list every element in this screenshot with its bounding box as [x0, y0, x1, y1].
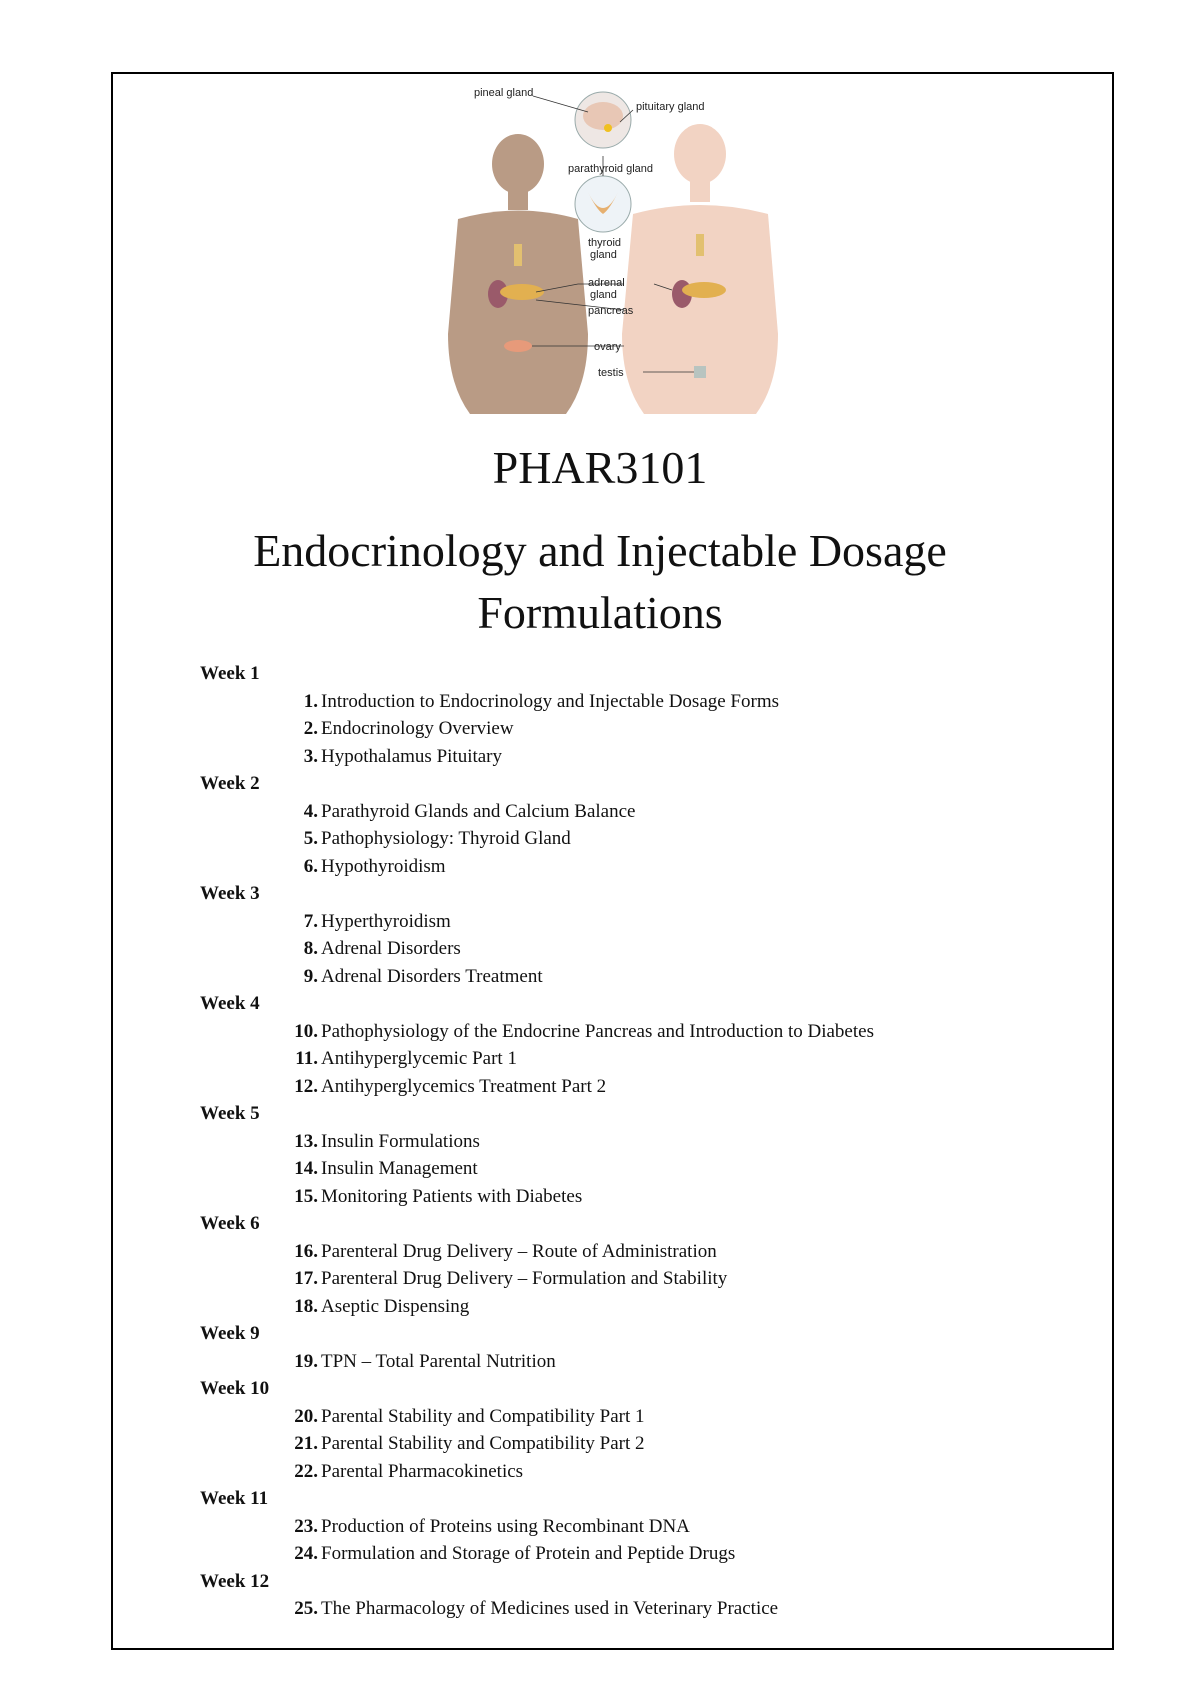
lecture-item [200, 1540, 1080, 1568]
lecture-title: TPN – Total Parental Nutrition [321, 1350, 556, 1372]
lecture-title: Insulin Management [321, 1158, 478, 1179]
lecture-number: 13. [294, 1130, 318, 1152]
lecture-item [200, 1238, 1080, 1266]
lecture-title: Introduction to Endocrinology and Injectable Dosage Forms [321, 690, 780, 712]
lecture-number: 5. [303, 828, 318, 849]
label-pancreas: pancreas [588, 305, 634, 317]
thyroid-inset [575, 176, 631, 232]
lecture-number: 20. [294, 1405, 318, 1427]
lecture-number: 11. [295, 1048, 318, 1069]
lecture-title: Parental Pharmacokinetics [321, 1460, 524, 1482]
lecture-item [200, 1595, 1080, 1623]
endocrine-system-diagram [438, 84, 788, 414]
lecture-title: Hypothalamus Pituitary [321, 745, 503, 767]
lecture-item [200, 1265, 1080, 1293]
label-testis: testis [598, 367, 624, 379]
lecture-item [200, 1018, 1080, 1046]
week-heading: Week 11 [200, 1488, 269, 1509]
lecture-number: 3. [303, 745, 318, 767]
course-code: PHAR3101 [492, 442, 708, 493]
week-heading: Week 12 [200, 1570, 270, 1592]
lecture-title: The Pharmacology of Medicines used in Veterinary Practice [321, 1598, 779, 1619]
lecture-item [200, 688, 1080, 716]
lecture-number: 14. [294, 1158, 318, 1179]
lecture-number: 6. [303, 855, 318, 877]
lecture-title: Production of Proteins using Recombinant DNA [321, 1515, 690, 1537]
lecture-title: Insulin Formulations [321, 1130, 480, 1152]
lecture-item [200, 908, 1080, 936]
week-heading: Week 5 [200, 1103, 260, 1124]
ovary-shape [504, 340, 532, 352]
lecture-number: 23. [294, 1515, 318, 1537]
lecture-title: Hypothyroidism [321, 855, 446, 877]
label-ovary: ovary [594, 341, 621, 353]
lecture-item [200, 853, 1080, 881]
lecture-item [200, 715, 1080, 743]
week-heading: Week 2 [200, 773, 260, 794]
lecture-title: Pathophysiology of the Endocrine Pancreas and Introduction to Diabetes [321, 1020, 874, 1042]
lecture-number: 9. [303, 965, 318, 987]
lecture-schedule [200, 660, 1080, 1623]
lecture-item [200, 1430, 1080, 1458]
lecture-item [200, 798, 1080, 826]
lecture-title: Antihyperglycemics Treatment Part 2 [321, 1075, 607, 1097]
label-thyroid-1: thyroid [588, 237, 622, 249]
label-parathyroid-gland: parathyroid gland [568, 163, 654, 175]
lecture-item [200, 743, 1080, 771]
lecture-item [200, 825, 1080, 853]
lecture-number: 16. [294, 1240, 318, 1262]
lecture-item [200, 963, 1080, 991]
label-adrenal-1: adrenal [588, 277, 625, 289]
lecture-item [200, 1458, 1080, 1486]
lecture-title: Aseptic Dispensing [321, 1295, 470, 1317]
week-heading: Week 3 [200, 883, 260, 904]
lecture-title: Antihyperglycemic Part 1 [321, 1048, 517, 1069]
lecture-number: 17. [294, 1268, 318, 1289]
lecture-number: 2. [303, 718, 318, 739]
lecture-item [200, 935, 1080, 963]
lecture-item [200, 1348, 1080, 1376]
lecture-title: Adrenal Disorders [321, 938, 461, 959]
lecture-title: Adrenal Disorders Treatment [321, 965, 543, 987]
lecture-item [200, 1045, 1080, 1073]
lecture-title: Formulation and Storage of Protein and Peptide Drugs [321, 1543, 736, 1564]
lecture-number: 1. [303, 690, 318, 712]
testis-shape [694, 366, 706, 378]
lecture-number: 4. [303, 800, 318, 822]
lecture-item [200, 1403, 1080, 1431]
week-heading: Week 9 [200, 1323, 260, 1344]
lecture-number: 21. [294, 1433, 318, 1454]
week-heading: Week 4 [200, 993, 260, 1014]
lecture-item [200, 1073, 1080, 1101]
female-body-figure [448, 134, 588, 414]
lecture-item [200, 1513, 1080, 1541]
label-pineal-gland: pineal gland [474, 87, 534, 99]
lecture-number: 7. [303, 910, 318, 932]
lecture-number: 8. [303, 938, 318, 959]
week-heading: Week 10 [200, 1378, 270, 1399]
lecture-title: Parental Stability and Compatibility Part 1 [321, 1405, 645, 1427]
lecture-number: 24. [294, 1543, 318, 1564]
lecture-title: Monitoring Patients with Diabetes [321, 1185, 583, 1207]
lecture-title: Parenteral Drug Delivery – Route of Administration [321, 1240, 717, 1262]
lecture-title: Hyperthyroidism [321, 910, 451, 932]
lecture-number: 18. [294, 1295, 318, 1317]
lecture-number: 22. [294, 1460, 318, 1482]
label-thyroid-2: gland [590, 249, 617, 261]
lecture-item [200, 1155, 1080, 1183]
lecture-number: 25. [294, 1598, 318, 1619]
lecture-title: Parenteral Drug Delivery – Formulation and Stability [321, 1268, 728, 1289]
lecture-title: Parental Stability and Compatibility Part 2 [321, 1433, 645, 1454]
lecture-number: 10. [294, 1020, 318, 1042]
week-heading: Week 6 [200, 1213, 260, 1234]
right-pancreas [682, 282, 726, 298]
lecture-title: Endocrinology Overview [321, 718, 514, 739]
lecture-item [200, 1183, 1080, 1211]
lecture-title: Pathophysiology: Thyroid Gland [321, 828, 571, 849]
label-adrenal-2: gland [590, 289, 617, 301]
lecture-item [200, 1128, 1080, 1156]
lecture-title: Parathyroid Glands and Calcium Balance [321, 800, 636, 822]
lecture-item [200, 1293, 1080, 1321]
week-heading: Week 1 [200, 663, 260, 684]
label-pituitary-gland: pituitary gland [636, 101, 705, 113]
lecture-number: 15. [294, 1185, 318, 1207]
course-title: Endocrinology and Injectable Dosage Formulations [253, 525, 947, 638]
lecture-number: 12. [294, 1075, 318, 1097]
lecture-number: 19. [294, 1350, 318, 1372]
